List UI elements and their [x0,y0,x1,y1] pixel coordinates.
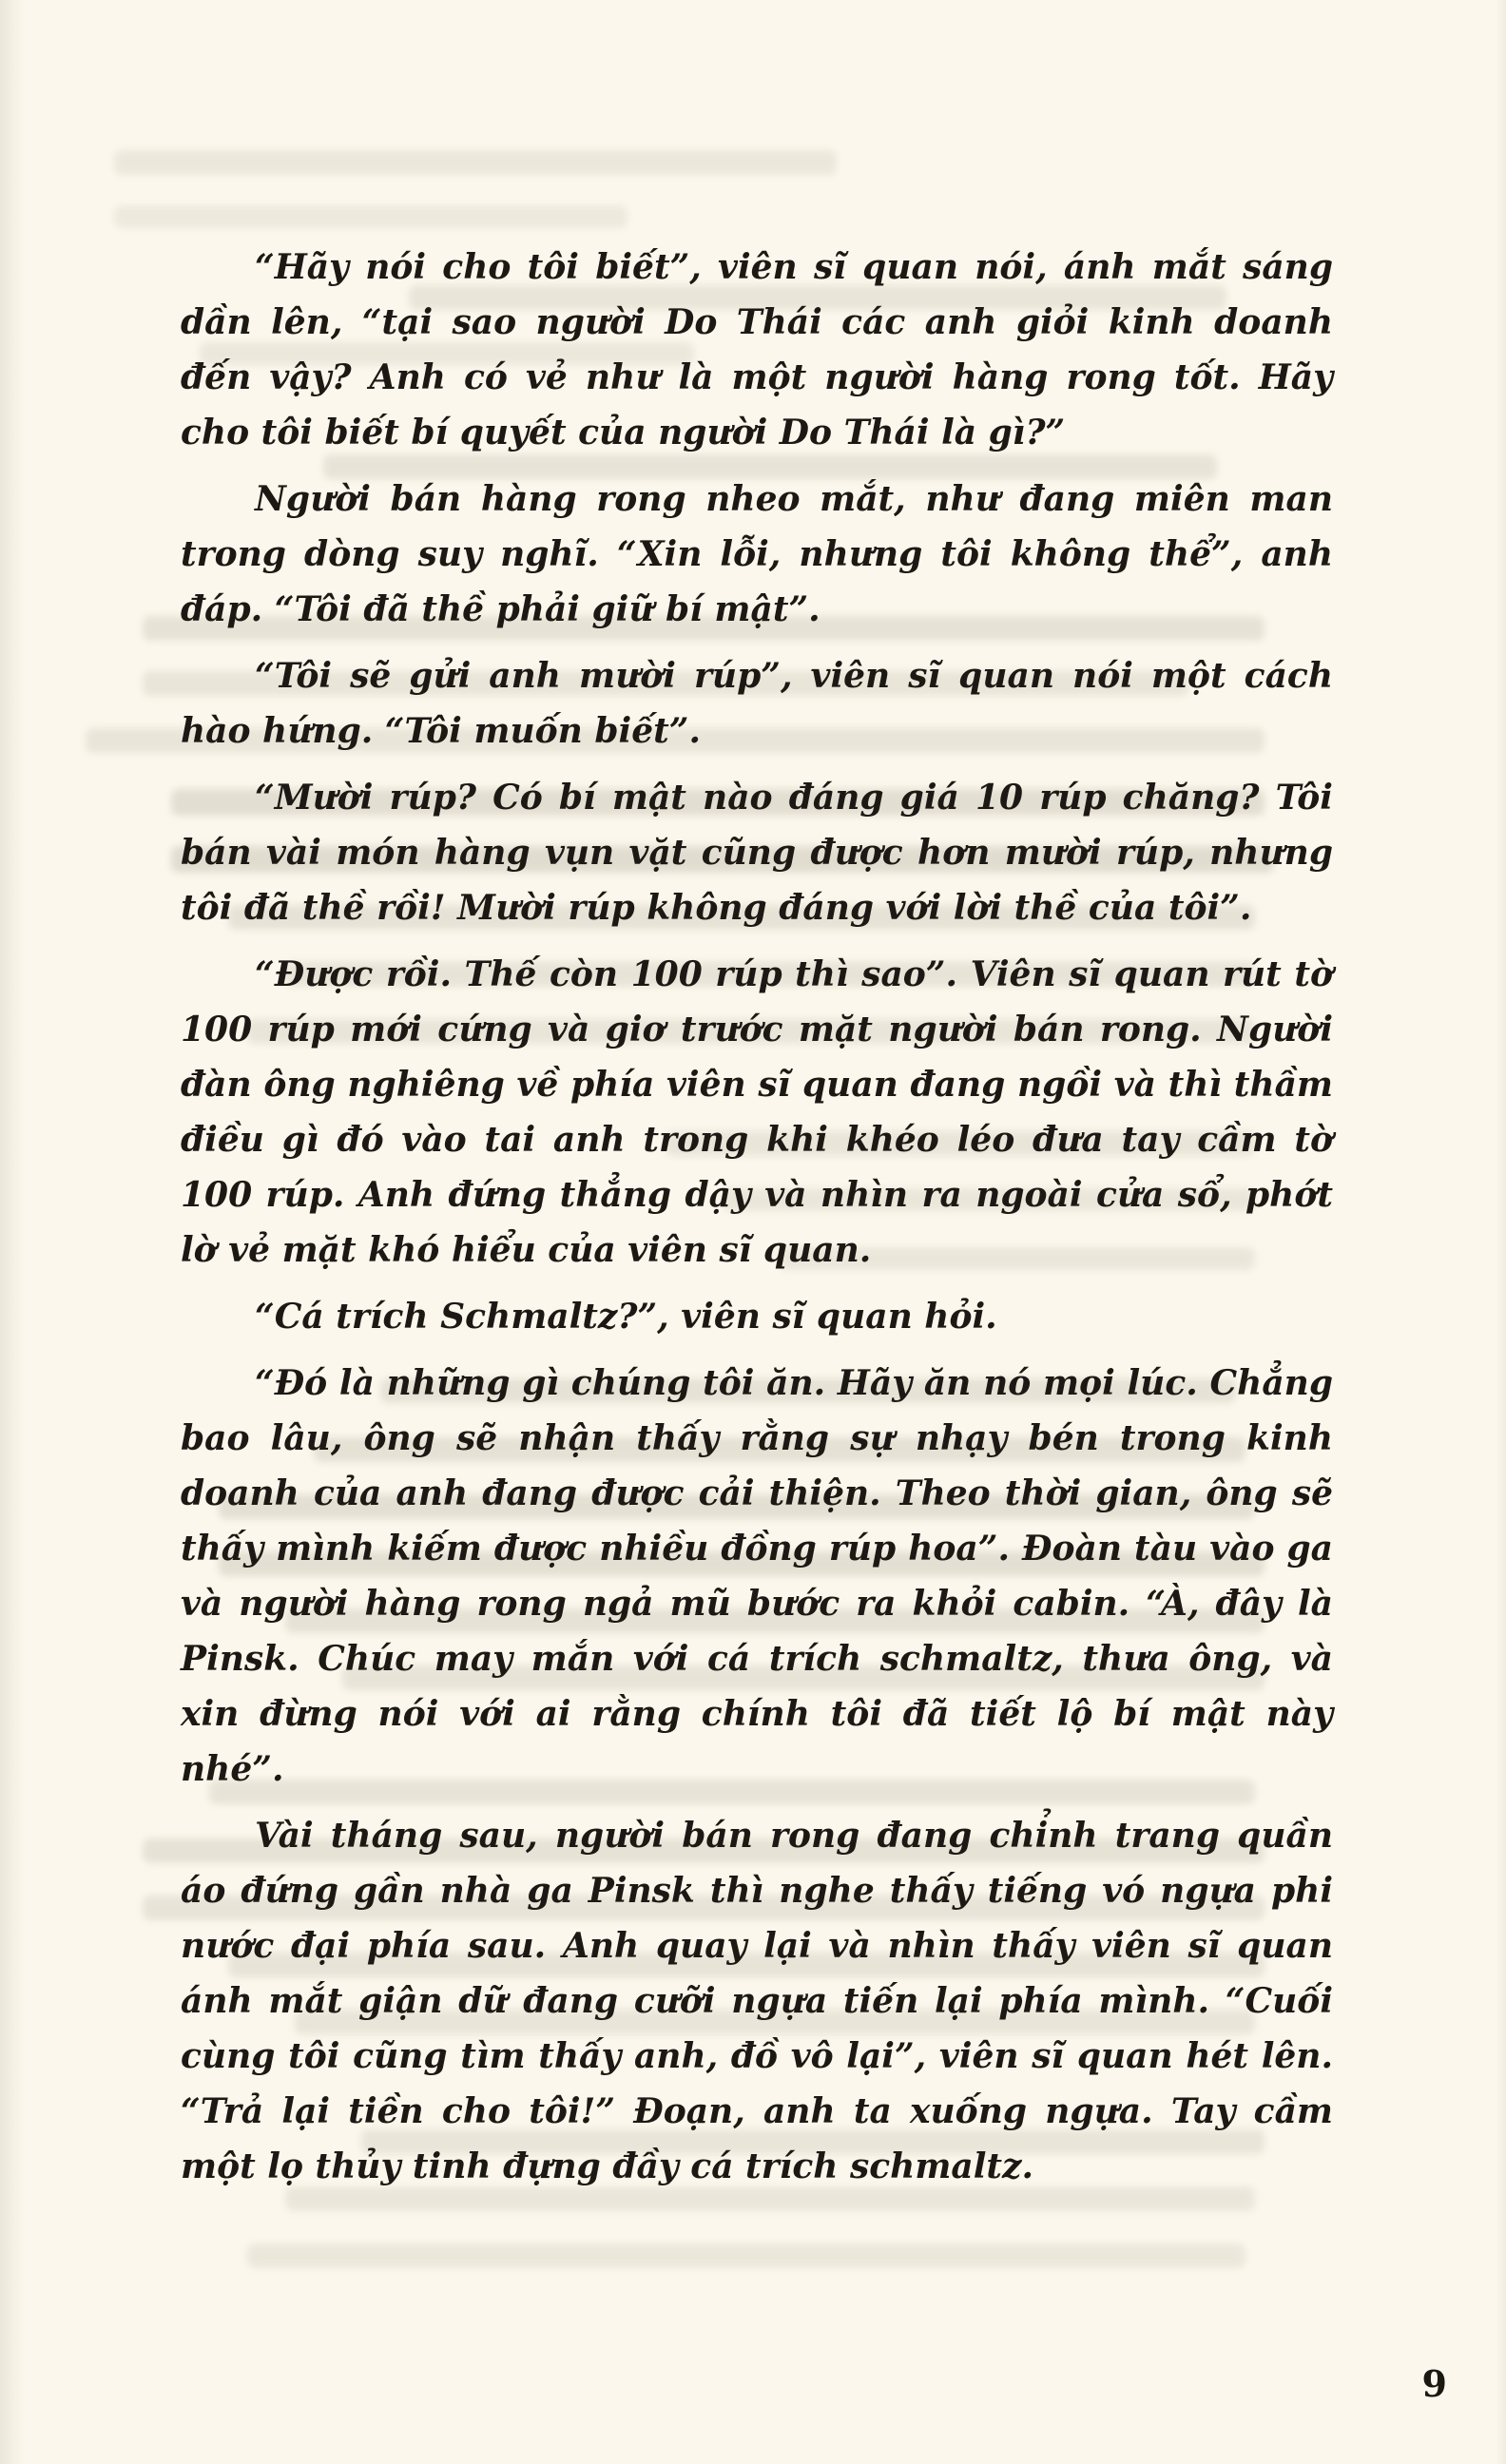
bleed-ghost-line [114,205,628,228]
paragraph-schmaltz-question: “Cá trích Schmaltz?”, viên sĩ quan hỏi. [255,1297,997,1337]
scan-edge-left [0,0,25,2464]
paragraph-officer-offer-ten: “Tôi sẽ gửi anh mười rúp”, viên sĩ quan nói một cách hào hứng. “Tôi muốn biết”. [181,656,1333,751]
paragraph-dialogue-officer-question: “Hãy nói cho tôi biết”, viên sĩ quan nói, ánh mắt sáng dần lên, “tại sao người Do Thái các anh giỏi kinh doanh đến vậy? Anh có vẻ như là một người hàng rong tốt. Hãy cho tôi biết bí quyết của người Do Thái là gì?” [181,247,1333,452]
paragraph-hundred-rubles: “Được rồi. Thế còn 100 rúp thì sao”. Viên sĩ quan rút tờ 100 rúp mới cứng và giơ trước mặt người bán rong. Người đàn ông nghiêng về phía viên sĩ quan đang ngồi và thì thầm điều gì đó vào tai anh trong khi khéo léo đưa tay cầm tờ 100 rúp. Anh đứng thẳng dậy và nhìn ra ngoài cửa sổ, phớt lờ vẻ mặt khó hiểu của viên sĩ quan. [181,954,1333,1270]
scan-edge-right [1496,0,1506,2464]
bleed-ghost-line [114,150,837,175]
page-text [181,240,1333,2205]
page-number: 9 [1421,2362,1447,2405]
paragraph-schmaltz-answer: “Đó là những gì chúng tôi ăn. Hãy ăn nó mọi lúc. Chẳng bao lâu, ông sẽ nhận thấy rằng sự nhạy bén trong kinh doanh của anh đang được cải thiện. Theo thời gian, ông sẽ thấy mình kiếm được nhiều đồng rúp hoa”. Đoàn tàu vào ga và người hàng rong ngả mũ bước ra khỏi cabin. “À, đây là Pinsk. Chúc may mắn với cá trích schmaltz, thưa ông, và xin đừng nói với ai rằng chính tôi đã tiết lộ bí mật này nhé”. [181,1363,1333,1789]
paragraph-peddler-refusal: Người bán hàng rong nheo mắt, như đang miên man trong dòng suy nghĩ. “Xin lỗi, nhưng tôi không thể”, anh đáp. “Tôi đã thề phải giữ bí mật”. [181,479,1333,629]
paragraph-peddler-ten-rubles: “Mười rúp? Có bí mật nào đáng giá 10 rúp chăng? Tôi bán vài món hàng vụn vặt cũng được hơn mười rúp, nhưng tôi đã thề rồi! Mười rúp không đáng với lời thề của tôi”. [181,778,1333,928]
bleed-ghost-line [247,2243,1245,2268]
paragraph-months-later: Vài tháng sau, người bán rong đang chỉnh trang quần áo đứng gần nhà ga Pinsk thì nghe thấy tiếng vó ngựa phi nước đại phía sau. Anh quay lại và nhìn thấy viên sĩ quan ánh mắt giận dữ đang cưỡi ngựa tiến lại phía mình. “Cuối cùng tôi cũng tìm thấy anh, đồ vô lại”, viên sĩ quan hét lên. “Trả lại tiền cho tôi!” Đoạn, anh ta xuống ngựa. Tay cầm một lọ thủy tinh đựng đầy cá trích schmaltz. [181,1816,1333,2186]
